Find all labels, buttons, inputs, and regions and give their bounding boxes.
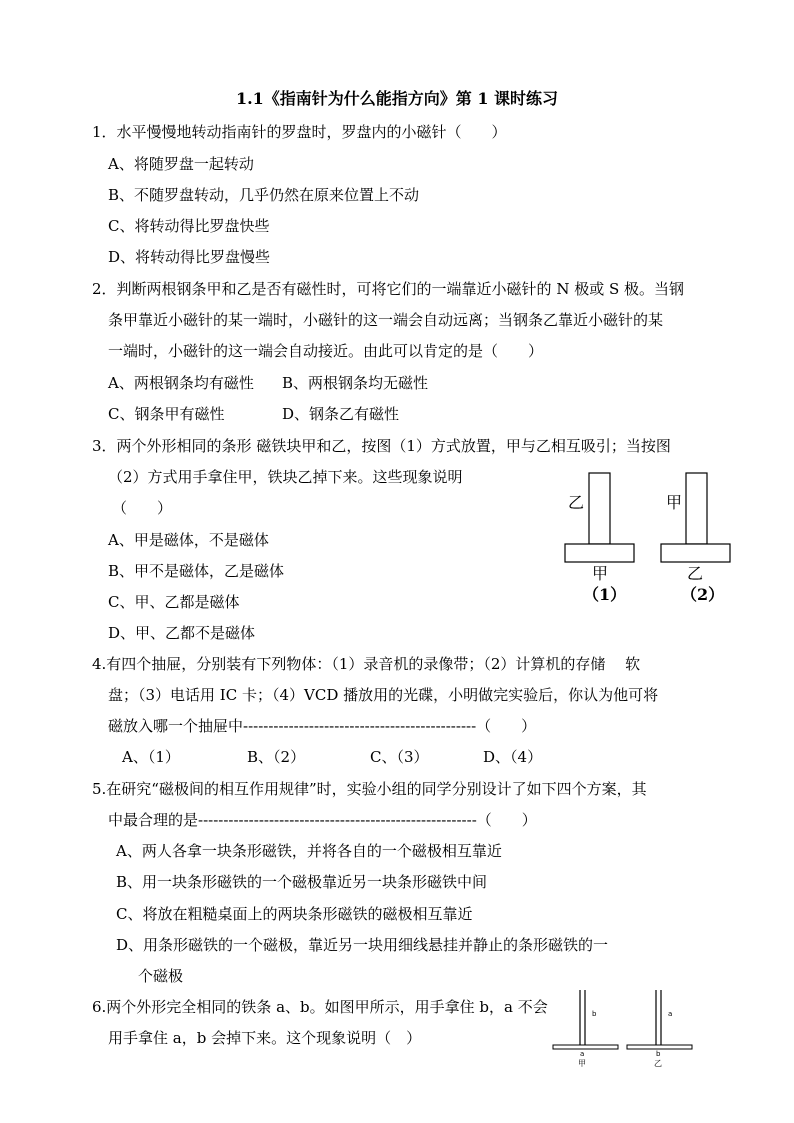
question-6-stem-line-2: 用手拿住 a，b 会掉下来。这个现象说明（ ） [108, 1029, 422, 1047]
left-horizontal-bar [553, 1045, 618, 1049]
question-2-option-d: D、钢条乙有磁性 [282, 405, 400, 423]
left-vertical-label: b [592, 1010, 597, 1018]
left-figure-caption: 甲 [578, 1059, 586, 1068]
question-2-option-c: C、钢条甲有磁性 [108, 405, 225, 423]
question-1-option-d: D、将转动得比罗盘慢些 [108, 248, 271, 266]
question-1-option-a: A、将随罗盘一起转动 [108, 155, 254, 173]
question-2-stem-line-2: 条甲靠近小磁针的某一端时，小磁针的这一端会自动远离；当钢条乙靠近小磁针的某 [108, 311, 664, 329]
question-4-option-a: A、（1） [122, 748, 180, 766]
question-3-option-d: D、甲、乙都不是磁体 [108, 624, 256, 642]
question-3-option-a: A、甲是磁体，不是磁体 [108, 531, 269, 549]
page-title: 1.1《指南针为什么能指方向》第 1 课时练习 [235, 89, 559, 108]
question-5-option-b: B、用一块条形磁铁的一个磁极靠近另一块条形磁铁中间 [116, 873, 488, 891]
question-4-option-d: D、（4） [483, 748, 543, 766]
question-1-option-b: B、不随罗盘转动，几乎仍然在原来位置上不动 [108, 186, 420, 204]
question-3-stem-line-3: （ ） [112, 499, 173, 517]
left-horizontal-label: a [580, 1050, 585, 1058]
right-vertical-label: a [668, 1010, 673, 1018]
question-6-stem-line-1: 6.两个外形完全相同的铁条 a、b。如图甲所示，用手拿住 b，a 不会 [92, 998, 548, 1016]
horizontal-bar-2 [661, 544, 730, 562]
question-2-option-a: A、两根钢条均有磁性 [108, 374, 254, 392]
question-4-stem-line-3: 磁放入哪一个抽屉中----------------------------------------------（ ） [108, 717, 537, 735]
question-5-option-d: D、用条形磁铁的一个磁极，靠近另一块用细线悬挂并静止的条形磁铁的一 [116, 936, 609, 954]
figure-1-caption: （1） [583, 585, 627, 604]
magnet-figure-2 [661, 473, 730, 604]
magnet-figure-1 [565, 473, 634, 604]
question-3-stem-line-1: 3．两个外形相同的条形 磁铁块甲和乙，按图（1）方式放置，甲与乙相互吸引；当按图 [92, 437, 671, 455]
horizontal-bar-1 [565, 544, 634, 562]
question-2-stem-line-1: 2．判断两根钢条甲和乙是否有磁性时，可将它们的一端靠近小磁针的 N 极或 S 极。当钢 [92, 280, 685, 298]
question-1-stem: 1．水平慢慢地转动指南针的罗盘时，罗盘内的小磁针（ ） [92, 123, 507, 141]
question-3-stem-line-2: （2）方式用手拿住甲，铁块乙掉下来。这些现象说明 [108, 468, 463, 486]
question-4-stem-line-2: 盘；（3）电话用 IC 卡；（4）VCD 播放用的光碟，小明做完实验后，你认为他可将 [108, 686, 659, 704]
figure-1-bottom-label: 甲 [592, 564, 609, 583]
question-5-stem-line-1: 5.在研究“磁极间的相互作用规律”时，实验小组的同学分别设计了如下四个方案，其 [92, 780, 647, 798]
figure-1-top-label: 乙 [568, 493, 585, 512]
vertical-bar-2 [686, 473, 707, 544]
question-2-stem-line-3: 一端时，小磁针的这一端会自动接近。由此可以肯定的是（ ） [108, 342, 544, 360]
question-4-option-c: C、（3） [370, 748, 429, 766]
question-5-option-d-continued: 个磁极 [138, 967, 184, 985]
iron-bar-figure-right [627, 990, 692, 1068]
right-horizontal-label: b [656, 1050, 661, 1058]
question-1-option-c: C、将转动得比罗盘快些 [108, 217, 270, 235]
iron-bar-figure-left [553, 990, 618, 1068]
vertical-bar-1 [589, 473, 610, 544]
question-5-stem-line-2: 中最合理的是-------------------------------------------------------（ ） [108, 811, 537, 829]
question-5-option-a: A、两人各拿一块条形磁铁，并将各自的一个磁极相互靠近 [116, 842, 502, 860]
right-horizontal-bar [627, 1045, 692, 1049]
question-2-option-b: B、两根钢条均无磁性 [282, 374, 429, 392]
question-4-stem-line-1: 4.有四个抽屉，分别装有下列物体：（1）录音机的录像带；（2）计算机的存储 软 [92, 655, 641, 673]
figure-2-top-label: 甲 [666, 493, 683, 512]
right-figure-caption: 乙 [654, 1059, 662, 1068]
figure-2-bottom-label: 乙 [687, 564, 704, 583]
figure-2-caption: （2） [681, 585, 725, 604]
question-3-option-b: B、甲不是磁体，乙是磁体 [108, 562, 285, 580]
question-5-option-c: C、将放在粗糙桌面上的两块条形磁铁的磁极相互靠近 [116, 905, 473, 923]
question-4-option-b: B、（2） [247, 748, 306, 766]
question-3-option-c: C、甲、乙都是磁体 [108, 593, 240, 611]
